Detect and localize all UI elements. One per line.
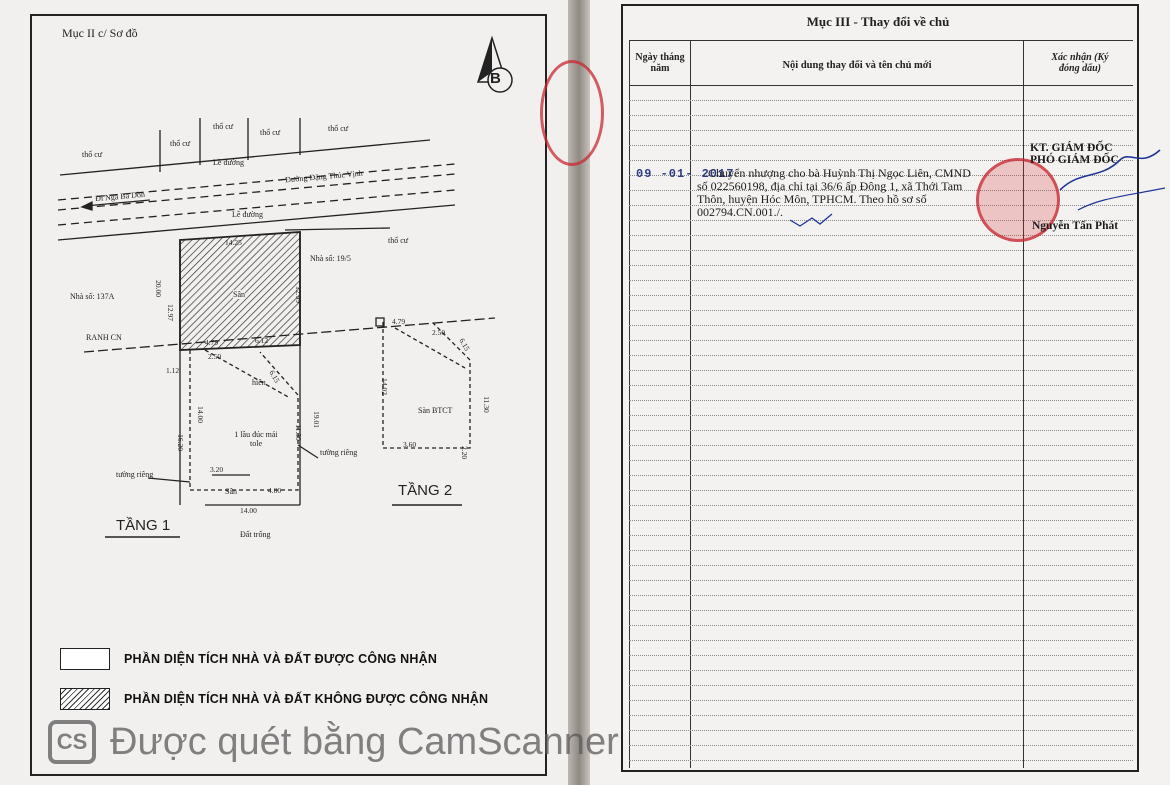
- ruled-line: [629, 610, 1133, 611]
- section-title-diagram: Mục II c/ Sơ đồ: [62, 26, 138, 40]
- plan-label-vacant-land: Đất trống: [240, 530, 271, 539]
- dim-label: 14.25: [225, 238, 242, 247]
- ruled-line: [629, 535, 1133, 536]
- plan-label-yard-btct: Sàn BTCT: [418, 406, 453, 415]
- dim-label: 3.20: [210, 465, 224, 474]
- table-header-border: [629, 85, 1133, 86]
- plan-label-yard-bottom: Sân: [225, 487, 237, 496]
- plan-label-neighbor: thổ cư: [82, 150, 103, 159]
- ruled-line: [629, 400, 1133, 401]
- ruled-line: [629, 340, 1133, 341]
- plan-label-house-right: Nhà số: 19/5: [310, 254, 351, 263]
- legend-text-recognized: PHẦN DIỆN TÍCH NHÀ VÀ ĐẤT ĐƯỢC CÔNG NHẬN: [124, 652, 438, 666]
- right-page-frame: [621, 4, 1139, 772]
- dim-label: 14.00: [195, 406, 205, 423]
- dim-label: 16.20: [175, 434, 185, 451]
- column-header-content: Nội dung thay đổi và tên chủ mới: [782, 60, 932, 71]
- plan-label-neighbor: thổ cư: [328, 124, 349, 133]
- plan-label-house-left: Nhà số: 137A: [70, 292, 115, 301]
- entry-line: 002794.CN.001./.: [697, 205, 784, 219]
- dim-label: 20.00: [153, 280, 163, 297]
- dim-label: 6.15: [457, 336, 472, 353]
- table-column-divider: [690, 40, 691, 768]
- dim-label: 19.01: [311, 411, 321, 428]
- dim-label: 2.50: [208, 352, 222, 361]
- plan-label-neighbor: thổ cư: [260, 128, 281, 137]
- entry-line: số 022560198, địa chỉ tại 36/6 ấp Đông 1, xã Thới Tam: [697, 179, 963, 193]
- ruled-line: [629, 310, 1133, 311]
- ruled-line: [629, 370, 1133, 371]
- ruled-line: [629, 670, 1133, 671]
- ruled-line: [629, 280, 1133, 281]
- ruled-line: [629, 640, 1133, 641]
- legend-swatch-recognized: [60, 648, 110, 670]
- plan-label-private-wall: tường riêng: [320, 448, 358, 457]
- plan-label-neighbor: thổ cư: [213, 122, 234, 131]
- plan-label-private-wall: tường riêng: [116, 470, 154, 479]
- ruled-line: [629, 550, 1133, 551]
- ruled-line: [629, 745, 1133, 746]
- plan-label-neighbor: thổ cư: [388, 236, 409, 245]
- ruled-line: [629, 265, 1133, 266]
- dim-label: 4.79: [392, 317, 406, 326]
- ruled-line: [629, 325, 1133, 326]
- ruled-line: [629, 655, 1133, 656]
- ruled-line: [629, 295, 1133, 296]
- ruled-line: [629, 115, 1133, 116]
- legend-text-not-recognized: PHẦN DIỆN TÍCH NHÀ VÀ ĐẤT KHÔNG ĐƯỢC CÔNG NHẬN: [124, 692, 489, 706]
- ruled-line: [629, 565, 1133, 566]
- dim-label: 6.15: [267, 368, 282, 385]
- camscanner-watermark: [48, 720, 619, 764]
- plan-label-road-name: Đường Đặng Thúc Vịnh: [284, 168, 364, 185]
- plan-label-boundary: RANH CN: [86, 333, 122, 342]
- table-column-divider: [1023, 40, 1024, 768]
- camscanner-logo-icon: CS: [48, 720, 96, 764]
- ruled-line: [629, 415, 1133, 416]
- ruled-line: [629, 100, 1133, 101]
- dim-label: 3.60: [403, 440, 417, 449]
- entry-line: Thôn, huyện Hóc Môn, TPHCM. Theo hồ sơ số: [697, 192, 927, 206]
- plan-label-floor1-desc: 1 lầu đúc mái tole: [234, 430, 278, 448]
- ruled-line: [629, 130, 1133, 131]
- north-label: B: [490, 70, 501, 87]
- ruled-line: [629, 505, 1133, 506]
- dim-label: 14.02: [379, 378, 389, 395]
- table-left-border: [629, 40, 630, 768]
- plan-label-neighbor: thổ cư: [170, 139, 191, 148]
- dim-label: 11.30: [293, 424, 303, 441]
- ruled-line: [629, 520, 1133, 521]
- signature-title: KT. GIÁM ĐỐC: [1030, 142, 1113, 154]
- ruled-line: [629, 460, 1133, 461]
- dim-label: 14.00: [240, 506, 257, 515]
- plan-label-road-edge: Lề đường: [213, 158, 245, 167]
- ruled-line: [629, 355, 1133, 356]
- entry-date: 09 -01- 2017: [636, 167, 735, 181]
- entry-line: Chuyển nhượng cho bà Huỳnh Thị Ngọc Liên, CMND: [708, 166, 971, 180]
- ruled-line: [629, 445, 1133, 446]
- red-seal-stamp-edge: [540, 60, 604, 166]
- ruled-line: [629, 475, 1133, 476]
- dim-label: 2.20: [460, 445, 470, 460]
- ruled-line: [629, 715, 1133, 716]
- floor-2-label: TẦNG 2: [398, 482, 453, 499]
- floor-1-label: TẦNG 1: [116, 517, 171, 534]
- ruled-line: [629, 385, 1133, 386]
- ruled-line: [629, 235, 1133, 236]
- ruled-line: [629, 685, 1133, 686]
- ruled-line: [629, 760, 1133, 761]
- ruled-line: [629, 580, 1133, 581]
- dim-label: 11.30: [481, 396, 491, 413]
- dim-label: 12.99: [293, 286, 303, 303]
- column-header-date: Ngày tháng năm: [635, 52, 685, 74]
- ruled-line: [629, 430, 1133, 431]
- dim-label: 12.97: [165, 304, 175, 321]
- column-header-confirm: Xác nhận (Ký đóng dấu): [1051, 52, 1109, 74]
- ruled-line: [629, 595, 1133, 596]
- dim-label: 6.12: [255, 336, 269, 345]
- plan-label-road-edge: Lề đường: [232, 210, 264, 219]
- dim-label: 4.79: [205, 338, 219, 347]
- table-top-border: [629, 40, 1133, 41]
- ruled-line: [629, 700, 1133, 701]
- plan-label-road-direction: Đi Ngã Ba Dồn: [94, 189, 146, 204]
- section-title-owner-change: Mục III - Thay đổi về chủ: [806, 14, 950, 29]
- watermark-text: Được quét bằng CamScanner: [110, 720, 619, 763]
- signature-subtitle: PHÓ GIÁM ĐỐC: [1030, 154, 1119, 166]
- ruled-line: [629, 250, 1133, 251]
- dim-label: 2.50: [432, 328, 446, 337]
- plan-label-porch: hiên: [252, 378, 266, 387]
- signer-name: Nguyễn Tấn Phát: [1032, 220, 1119, 232]
- ruled-line: [629, 490, 1133, 491]
- plan-label-yard: Sân: [233, 290, 245, 299]
- legend-swatch-not-recognized: [60, 688, 110, 710]
- dim-label: 1.12: [166, 366, 180, 375]
- ruled-line: [629, 730, 1133, 731]
- ruled-line: [629, 625, 1133, 626]
- dim-label: 4.00: [268, 486, 282, 495]
